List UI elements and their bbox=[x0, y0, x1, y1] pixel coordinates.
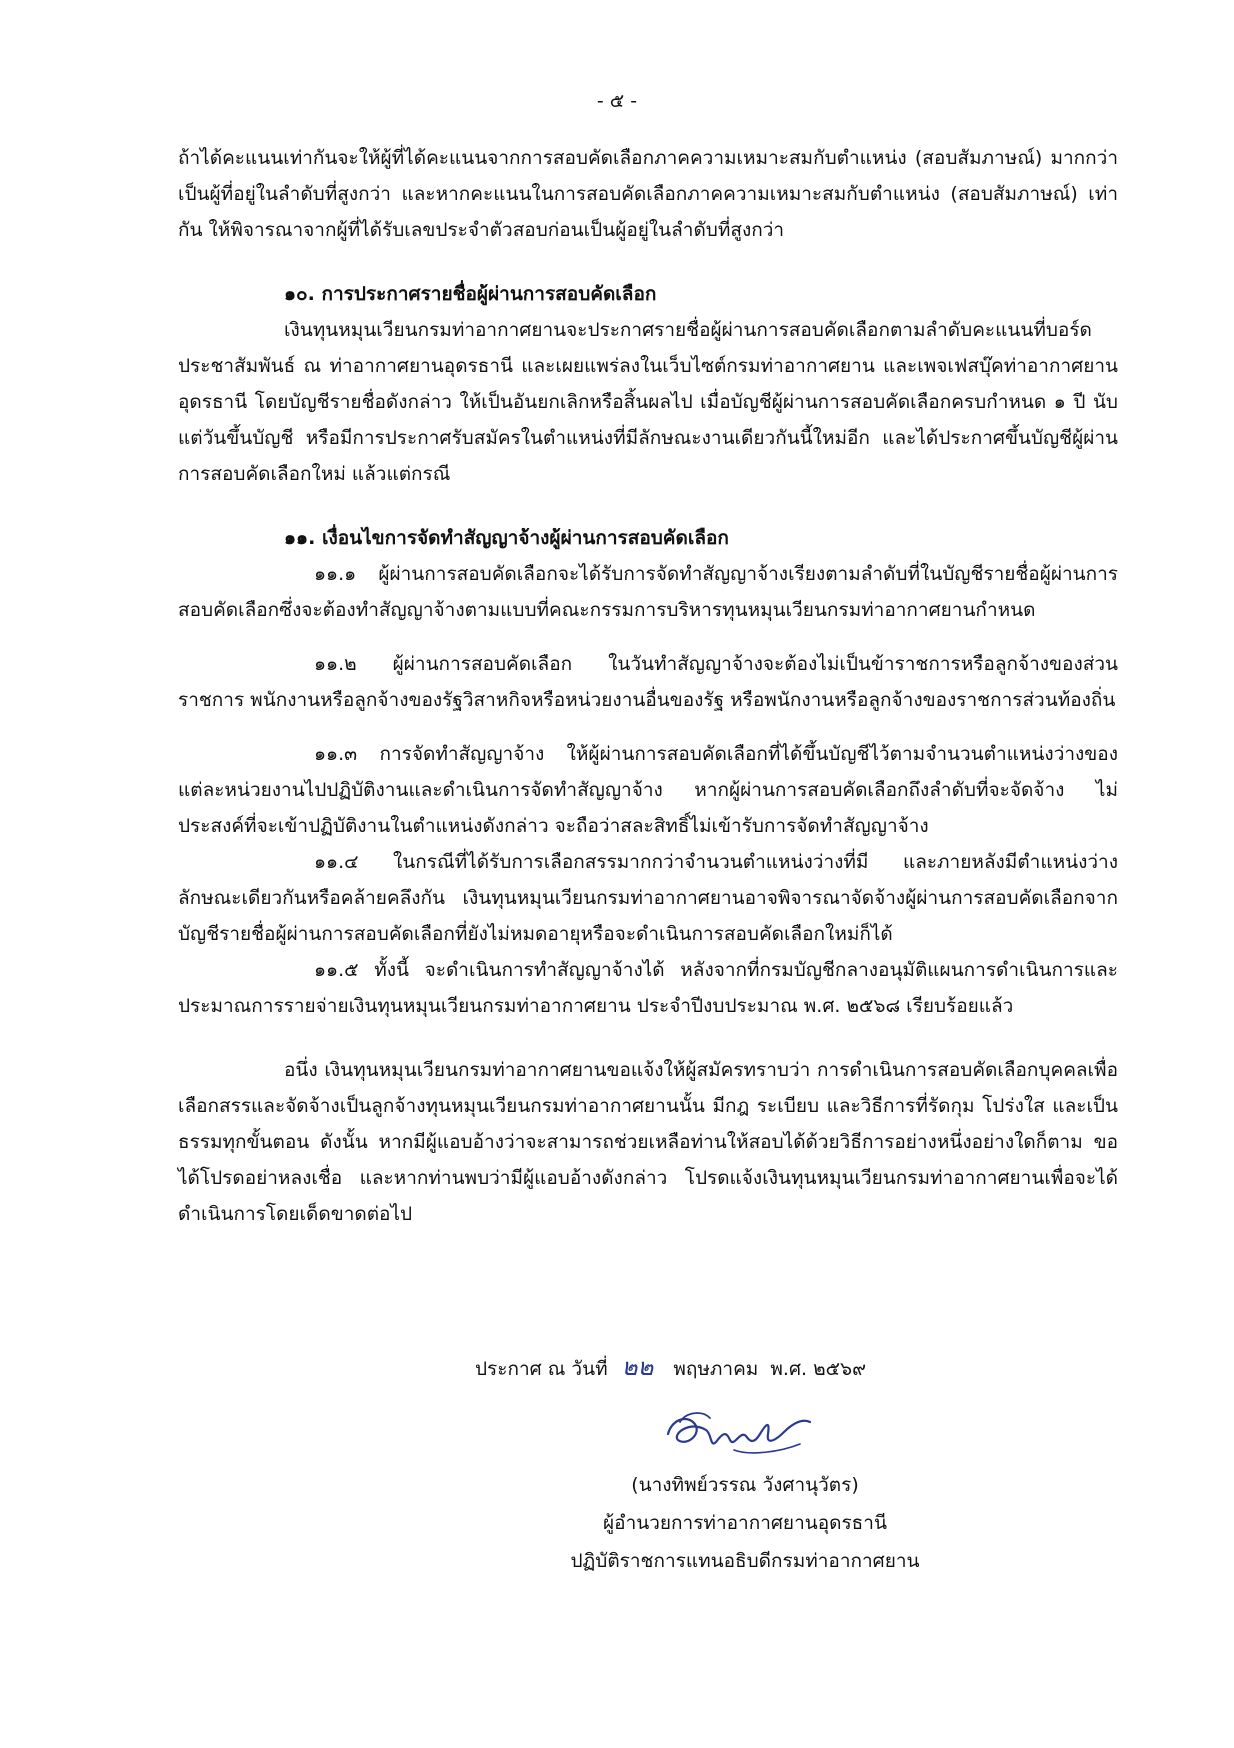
paragraph-tie-rule: ถ้าได้คะแนนเท่ากันจะให้ผู้ที่ได้คะแนนจากการสอบคัดเลือกภาคความเหมาะสมกับตำแหน่ง (สอบสัมภาษณ์) มากกว่า เป็นผู้ที่อยู่ในลำดับที่สูงกว่า และหากคะแนนในการสอบคัดเลือกภาคความเหมาะสมกับตำแหน่ง (สอบสัมภาษณ์) เท่ากัน ให้พิจารณาจากผู้ที่ได้รับเลขประจำตัวสอบก่อนเป็นผู้อยู่ในลำดับที่สูงกว่า bbox=[178, 147, 1118, 241]
paragraph-section-10: เงินทุนหมุนเวียนกรมท่าอากาศยานจะประกาศรายชื่อผู้ผ่านการสอบคัดเลือกตามลำดับคะแนนที่บอร์ดประชาสัมพันธ์ ณ ท่าอากาศยานอุดรธานี และเผยแพร่ลงในเว็บไซต์กรมท่าอากาศยาน และเพจเฟสบุ๊คท่าอากาศยานอุดรธานี โดยบัญชีรายชื่อดังกล่าว ให้เป็นอันยกเลิกหรือสิ้นผลไป เมื่อบัญชีผู้ผ่านการสอบคัดเลือกครบกำหนด ๑ ปี นับแต่วันขึ้นบัญชี หรือมีการประกาศรับสมัครในตำแหน่งที่มีลักษณะงานเดียวกันนี้ใหม่อีก และได้ประกาศขึ้นบัญชีผู้ผ่านการสอบคัดเลือกใหม่ แล้วแต่กรณี bbox=[178, 319, 1118, 485]
clause-11-3: ๑๑.๓ การจัดทำสัญญาจ้าง ให้ผู้ผ่านการสอบคัดเลือกที่ได้ขึ้นบัญชีไว้ตามจำนวนตำแหน่งว่างของแต่ละหน่วยงานไปปฏิบัติงานและดำเนินการจัดทำสัญญาจ้าง หากผู้ผ่านการสอบคัดเลือกถึงลำดับที่จะจัดจ้าง ไม่ประสงค์ที่จะเข้าปฏิบัติงานในตำแหน่งดังกล่าว จะถือว่าสละสิทธิ์ไม่เข้ารับการจัดทำสัญญาจ้าง bbox=[178, 743, 1118, 837]
clause-11-4: ๑๑.๔ ในกรณีที่ได้รับการเลือกสรรมากกว่าจำนวนตำแหน่งว่างที่มี และภายหลังมีตำแหน่งว่างลักษณะเดียวกันหรือคล้ายคลึงกัน เงินทุนหมุนเวียนกรมท่าอากาศยานอาจพิจารณาจัดจ้างผู้ผ่านการสอบคัดเลือกจากบัญชีรายชื่อผู้ผ่านการสอบคัดเลือกที่ยังไม่หมดอายุหรือจะดำเนินการสอบคัดเลือกใหม่ก็ได้ bbox=[178, 851, 1118, 945]
page-number: - ๕ - bbox=[596, 90, 638, 112]
signer-acting: ปฏิบัติราชการแทนอธิบดีกรมท่าอากาศยาน bbox=[570, 1550, 920, 1572]
clause-11-2: ๑๑.๒ ผู้ผ่านการสอบคัดเลือก ในวันทำสัญญาจ้างจะต้องไม่เป็นข้าราชการหรือลูกจ้างของส่วนราชการ พนักงานหรือลูกจ้างของรัฐวิสาหกิจหรือหน่วยงานอื่นของรัฐ หรือพนักงานหรือลูกจ้างของราชการส่วนท้องถิ่น bbox=[178, 653, 1118, 711]
clause-11-1: ๑๑.๑ ผู้ผ่านการสอบคัดเลือกจะได้รับการจัดทำสัญญาจ้างเรียงตามลำดับที่ในบัญชีรายชื่อผู้ผ่านการสอบคัดเลือกซึ่งจะต้องทำสัญญาจ้างตามแบบที่คณะกรรมการบริหารทุนหมุนเวียนกรมท่าอากาศยานกำหนด bbox=[178, 563, 1118, 621]
date-year: พ.ศ. ๒๕๖๙ bbox=[770, 1358, 866, 1380]
document-body bbox=[178, 140, 1118, 1232]
date-prefix: ประกาศ ณ วันที่ bbox=[475, 1358, 608, 1380]
signer-title: ผู้อำนวยการท่าอากาศยานอุดรธานี bbox=[603, 1512, 887, 1534]
signer-block bbox=[525, 1466, 965, 1580]
handwritten-signature bbox=[650, 1400, 820, 1470]
section-heading-10: ๑๐. การประกาศรายชื่อผู้ผ่านการสอบคัดเลือก bbox=[284, 283, 657, 305]
clause-11-5: ๑๑.๕ ทั้งนี้ จะดำเนินการทำสัญญาจ้างได้ หลังจากที่กรมบัญชีกลางอนุมัติแผนการดำเนินการและประมาณการรายจ่ายเงินทุนหมุนเวียนกรมท่าอากาศยาน ประจำปีงบประมาณ พ.ศ. ๒๕๖๘ เรียบร้อยแล้ว bbox=[178, 959, 1118, 1017]
paragraph-notice: อนึ่ง เงินทุนหมุนเวียนกรมท่าอากาศยานขอแจ้งให้ผู้สมัครทราบว่า การดำเนินการสอบคัดเลือกบุคคลเพื่อเลือกสรรและจัดจ้างเป็นลูกจ้างทุนหมุนเวียนกรมท่าอากาศยานนั้น มีกฎ ระเบียบ และวิธีการที่รัดกุม โปร่งใส และเป็นธรรมทุกขั้นตอน ดังนั้น หากมีผู้แอบอ้างว่าจะสามารถช่วยเหลือท่านให้สอบได้ด้วยวิธีการอย่างหนึ่งอย่างใดก็ตาม ขอได้โปรดอย่าหลงเชื่อ และหากท่านพบว่ามีผู้แอบอ้างดังกล่าว โปรดแจ้งเงินทุนหมุนเวียนกรมท่าอากาศยานเพื่อจะได้ดำเนินการโดยเด็ดขาดต่อไป bbox=[178, 1059, 1118, 1225]
signer-name: (นางทิพย์วรรณ วังศานุวัตร) bbox=[631, 1474, 859, 1496]
announcement-date bbox=[475, 1350, 866, 1386]
section-heading-11: ๑๑. เงื่อนไขการจัดทำสัญญาจ้างผู้ผ่านการสอบคัดเลือก bbox=[284, 527, 729, 549]
date-month: พฤษภาคม bbox=[673, 1358, 759, 1380]
date-day-handwritten: ๒๒ bbox=[621, 1353, 654, 1381]
